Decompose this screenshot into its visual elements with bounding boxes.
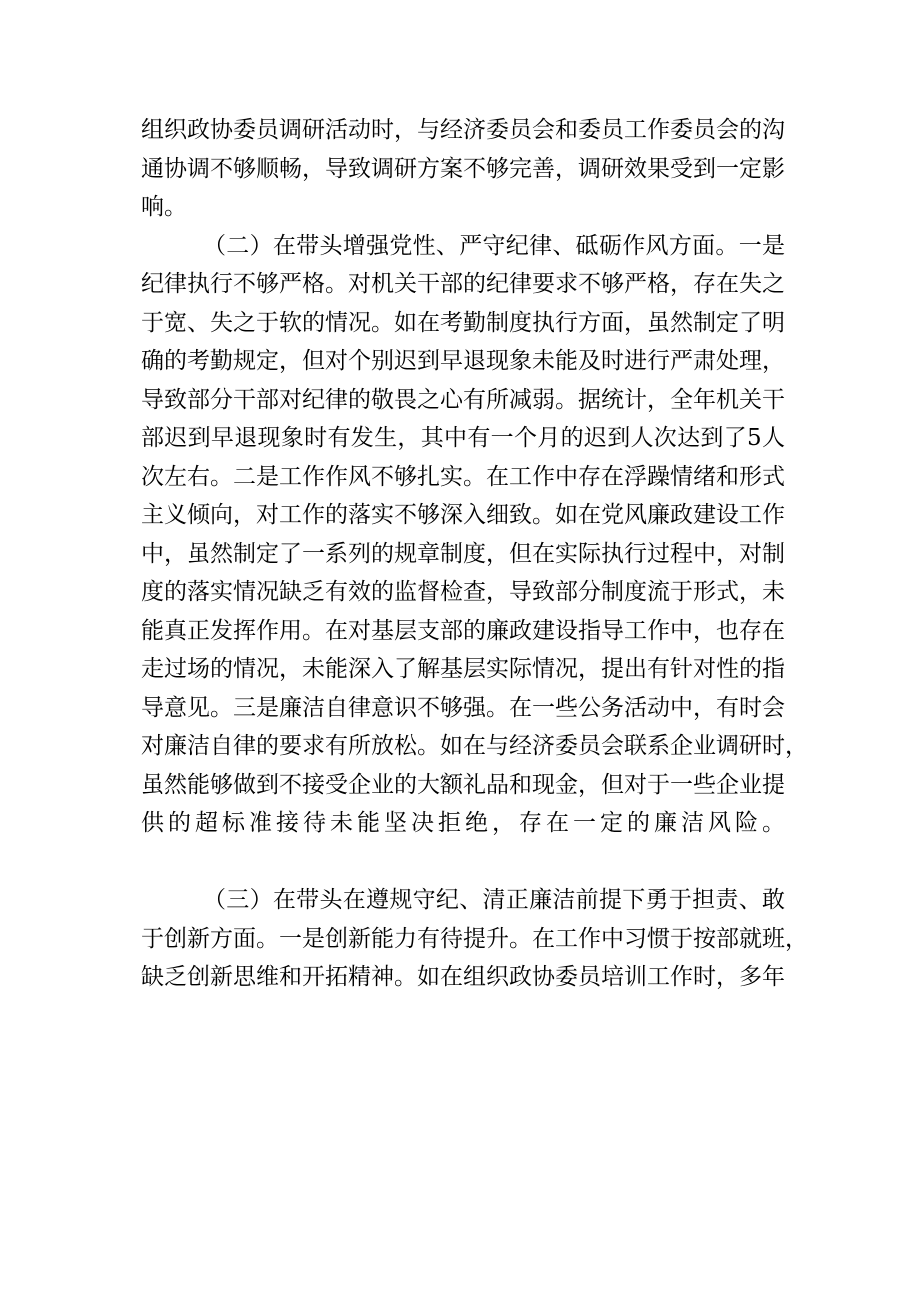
text-line: 虽然能够做到不接受企业的大额礼品和现金，但对于一些企业提 bbox=[141, 771, 785, 798]
text-line: 组织政协委员调研活动时，与经济委员会和委员工作委员会的沟 bbox=[141, 117, 785, 143]
text-line: 纪律执行不够严格。对机关干部的纪律要求不够严格，存在失之 bbox=[141, 271, 785, 297]
text-line: 响。 bbox=[141, 194, 187, 220]
text-line: 次左右。二是工作作风不够扎实。在工作中存在浮躁情绪和形式 bbox=[141, 463, 785, 490]
text-line: 于创新方面。一是创新能力有待提升。在工作中习惯于按部就班， bbox=[141, 925, 808, 952]
paragraph-heading-line: （三）在带头在遵规守纪、清正廉洁前提下勇于担责、敢 bbox=[203, 887, 785, 913]
text-line: 走过场的情况，未能深入了解基层实际情况，提出有针对性的指 bbox=[141, 656, 785, 682]
text-line: 通协调不够顺畅，导致调研方案不够完善，调研效果受到一定影 bbox=[141, 155, 785, 182]
document-body bbox=[141, 111, 808, 997]
text-line: 导致部分干部对纪律的敬畏之心有所减弱。据统计，全年机关干 bbox=[141, 386, 785, 413]
text-line: 度的落实情况缺乏有效的监督检查，导致部分制度流于形式，未 bbox=[141, 579, 785, 605]
text-line bbox=[141, 843, 785, 882]
text-line: 缺乏创新思维和开拓精神。如在组织政协委员培训工作时，多年 bbox=[141, 964, 785, 990]
paragraph-heading-line: （二）在带头增强党性、严守纪律、砥砺作风方面。一是 bbox=[203, 232, 785, 259]
text-line: 部迟到早退现象时有发生，其中有一个月的迟到人次达到了5人 bbox=[141, 425, 785, 451]
text-line: 主义倾向，对工作的落实不够深入细致。如在党风廉政建设工作 bbox=[141, 502, 785, 528]
text-line: 供的超标准接待未能坚决拒绝，存在一定的廉洁风险。 bbox=[141, 810, 785, 836]
text-line: 能真正发挥作用。在对基层支部的廉政建设指导工作中，也存在 bbox=[141, 617, 785, 644]
text-line: 对廉洁自律的要求有所放松。如在与经济委员会联系企业调研时， bbox=[141, 733, 808, 759]
text-line: 中，虽然制定了一系列的规章制度，但在实际执行过程中，对制 bbox=[141, 540, 785, 567]
text-line: 导意见。三是廉洁自律意识不够强。在一些公务活动中，有时会 bbox=[141, 694, 785, 721]
text-line: 确的考勤规定，但对个别迟到早退现象未能及时进行严肃处理， bbox=[141, 348, 785, 374]
text-line: 于宽、失之于软的情况。如在考勤制度执行方面，虽然制定了明 bbox=[141, 309, 785, 336]
